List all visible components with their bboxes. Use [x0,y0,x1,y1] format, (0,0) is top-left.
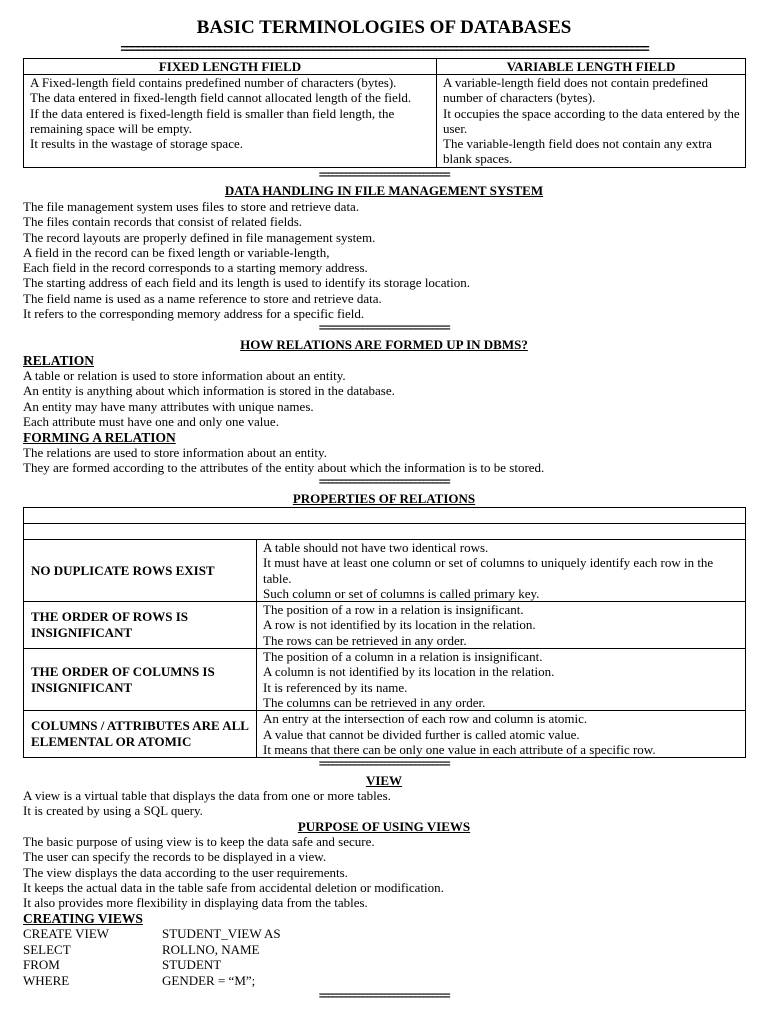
text-line: It occupies the space according to the data entered by the user. [443,105,740,136]
text-line: A view is a virtual table that displays the data from one or more tables. [23,788,391,803]
heading-text: PROPERTIES OF RELATIONS [292,491,476,506]
sql-value: STUDENT_VIEW AS [162,926,281,941]
text-line: The data entered in fixed-length field cannot allocated length of the field. [30,90,412,106]
creating-views-subheading: CREATING VIEWS [23,911,143,926]
text-line: The rows can be retrieved in any order. [263,632,467,648]
table-header-row [24,59,746,75]
text-line: The basic purpose of using view is to keep the data safe and secure. [23,834,375,849]
empty-cell [24,508,746,524]
fixed-length-cell [24,75,437,168]
property-name: THE ORDER OF ROWS IS INSIGNIFICANT [24,602,257,649]
empty-row [24,508,746,524]
sql-keyword: WHERE [23,972,70,988]
variable-length-cell [437,75,746,168]
sql-value: STUDENT [162,957,222,972]
table-row [24,711,746,758]
property-description [257,711,746,758]
fixed-vs-variable-table [23,58,746,168]
data-handling-lines [23,199,748,321]
text-line: The position of a column in a relation is insignificant. [263,649,543,665]
text-line: The user can specify the records to be displayed in a view. [23,849,327,865]
property-description [257,540,746,602]
section-rule: ============================== [318,759,450,770]
text-line: It means that there can be only one value in each attribute of a specific row. [263,741,656,757]
text-line: The record layouts are properly defined in file management system. [23,229,376,245]
forming-relation-subheading: FORMING A RELATION [23,430,176,445]
title-rule: ================================================================================================ [120,43,648,54]
table-row [24,649,746,711]
text-line: A value that cannot be divided further is called atomic value. [263,726,580,742]
text-line: An entity may have many attributes with unique names. [23,398,314,414]
property-name: THE ORDER OF COLUMNS IS INSIGNIFICANT [24,649,257,711]
text-line: It is referenced by its name. [263,679,408,695]
text-line: The starting address of each field and its length is used to identify its storage location. [23,275,470,291]
relation-subheading: RELATION [23,353,95,368]
heading-text: PURPOSE OF USING VIEWS [297,819,471,834]
section-rule: ============================== [318,323,450,334]
heading-text: VIEW [365,773,403,788]
text-line: An entry at the intersection of each row and column is atomic. [263,711,588,727]
text-line: A row is not identified by its location in the relation. [263,617,536,633]
table-row [24,602,746,649]
purpose-lines [23,834,748,910]
forming-relation-lines [23,445,748,476]
text-line: They are formed according to the attributes of the entity about which the information is to be stored. [23,460,545,476]
code-line [23,926,281,942]
text-line: If the data entered is fixed-length field is smaller than field length, the remaining space will be empty. [30,105,395,136]
properties-table [23,507,746,758]
text-line: A column is not identified by its location in the relation. [263,664,555,680]
text-line: It must have at least one column or set of columns to uniquely identify each row in the table. [263,555,714,586]
purpose-heading [0,819,768,834]
text-line: Each field in the record corresponds to a starting memory address. [23,260,368,276]
heading-text: HOW RELATIONS ARE FORMED UP IN DBMS? [240,337,528,352]
section-rule: ============================== [318,991,450,1002]
text-line: The files contain records that consist of related fields. [23,214,303,230]
text-line: It results in the wastage of storage space. [30,136,243,152]
text-line: It also provides more flexibility in displaying data from the tables. [23,895,368,911]
text-line: Each attribute must have one and only one value. [23,413,279,429]
variable-length-header: VARIABLE LENGTH FIELD [437,59,746,75]
property-description [257,602,746,649]
text-line: It is created by using a SQL query. [23,803,203,819]
text-line: It keeps the actual data in the table safe from accidental deletion or modification. [23,879,444,895]
data-handling-heading [0,183,768,198]
code-line [23,957,281,973]
section-rule: ============================== [318,477,450,488]
heading-text: DATA HANDLING IN FILE MANAGEMENT SYSTEM [224,183,544,198]
text-line: A table should not have two identical rows. [263,540,489,555]
text-line: The view displays the data according to the user requirements. [23,864,348,880]
section-rule: ============================== [318,170,450,181]
text-line: The relations are used to store information about an entity. [23,445,327,460]
text-line: The field name is used as a name reference to store and retrieve data. [23,290,382,306]
property-description [257,649,746,711]
relation-lines [23,368,748,429]
properties-heading [0,491,768,506]
text-line: A table or relation is used to store information about an entity. [23,368,346,383]
empty-row [24,524,746,540]
text-line: A field in the record can be fixed length or variable-length, [23,244,330,260]
sql-value: GENDER = “M”; [162,972,256,988]
sql-code-block [23,926,281,988]
text-line: The position of a row in a relation is insignificant. [263,602,524,618]
view-lines [23,788,748,819]
text-line: An entity is anything about which information is stored in the database. [23,383,395,399]
fixed-length-header: FIXED LENGTH FIELD [24,59,437,75]
sql-keyword: CREATE VIEW [23,926,110,941]
relations-heading [0,337,768,352]
sql-keyword: FROM [23,957,60,972]
text-line: The columns can be retrieved in any order. [263,694,486,710]
text-line: A variable-length field does not contain predefined number of characters (bytes). [443,75,708,106]
code-line [23,942,281,958]
text-line: The file management system uses files to store and retrieve data. [23,199,360,214]
property-name: COLUMNS / ATTRIBUTES ARE ALL ELEMENTAL OR ATOMIC [24,711,257,758]
code-line [23,973,281,989]
sql-keyword: SELECT [23,941,71,957]
text-line: A Fixed-length field contains predefined number of characters (bytes). [30,75,397,90]
sql-value: ROLLNO, NAME [162,941,260,957]
property-name: NO DUPLICATE ROWS EXIST [24,540,257,602]
table-row [24,75,746,168]
table-row [24,540,746,602]
empty-cell [24,524,746,540]
text-line: It refers to the corresponding memory address for a specific field. [23,306,365,322]
page-title: BASIC TERMINOLOGIES OF DATABASES [196,17,572,38]
text-line: Such column or set of columns is called primary key. [263,585,540,601]
view-heading [0,773,768,788]
text-line: The variable-length field does not contain any extra blank spaces. [443,136,712,167]
